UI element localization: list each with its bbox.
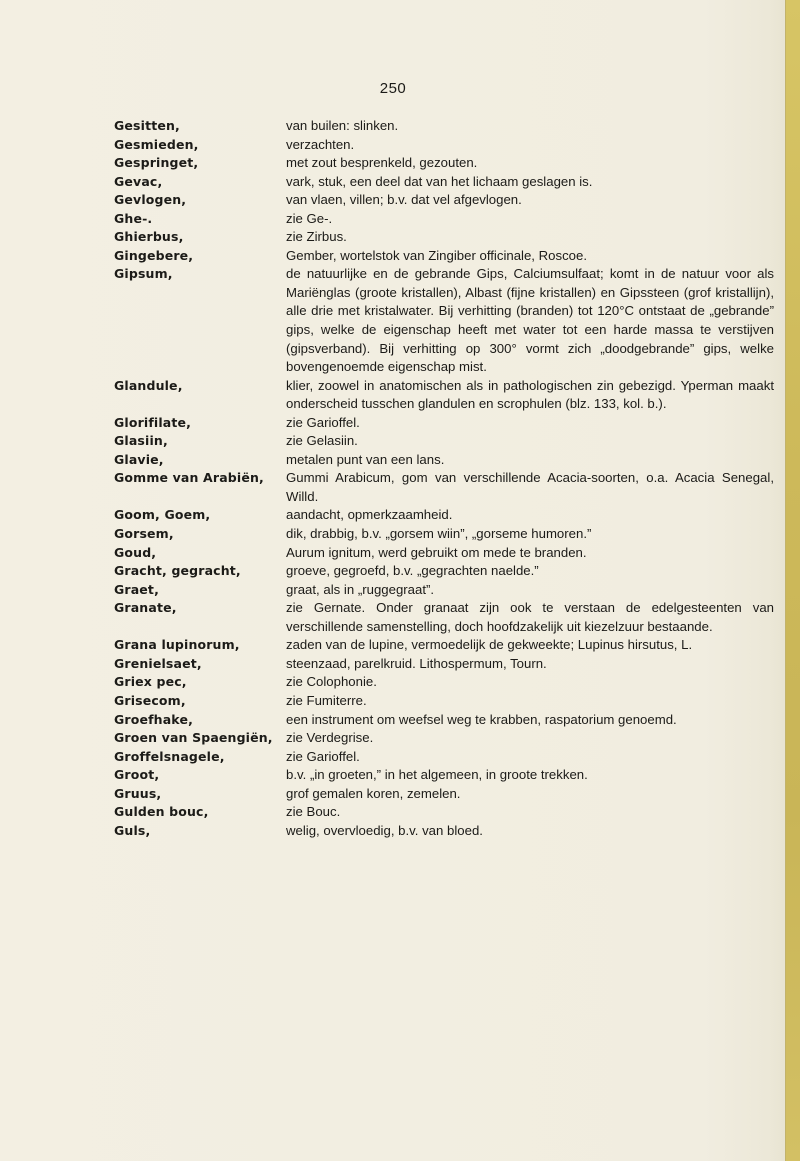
glossary-entry: [114, 228, 774, 247]
entry-definition: b.v. „in groeten,” in het algemeen, in groote trekken.: [286, 767, 588, 783]
glossary-entry: [114, 117, 774, 136]
entry-term: Gesmieden,: [114, 136, 199, 152]
entry-term: Glasiin,: [114, 433, 168, 449]
glossary-entry: [114, 581, 774, 600]
glossary-entry: [114, 414, 774, 433]
entry-definition: zie Bouc.: [286, 804, 341, 820]
entry-definition: de natuurlijke en de gebrande Gips, Calciumsulfaat; komt in de natuur voor als Mariënglas (groote kristallen), Albast (fijne kristallen) en Gipssteen (grof kristallijn), alle drie met kristalwater. Bij verhitting (branden) tot 120°C ontstaat de „gebrande” gips, welke de eigenschap heeft met water tot een harde massa te verstijven (gipsverband). Bij verhitting op 300° vormt zich „doodgebrande” gips, welke bovengenoemde eigenschap mist.: [286, 266, 774, 375]
glossary-entry: [114, 562, 774, 581]
glossary-entry: [114, 822, 774, 841]
entry-term: Gespringet,: [114, 155, 199, 171]
entry-term: Guls,: [114, 822, 151, 838]
entry-term: Gracht, gegracht,: [114, 563, 241, 579]
glossary-entry: [114, 210, 774, 229]
entry-definition: dik, drabbig, b.v. „gorsem wiin”, „gorseme humoren.”: [286, 526, 592, 542]
glossary-entry: [114, 748, 774, 767]
glossary-entry: [114, 655, 774, 674]
entry-term: Gorsem,: [114, 526, 174, 542]
entry-term: Gevac,: [114, 173, 163, 189]
glossary-entry: [114, 247, 774, 266]
glossary-entry: [114, 432, 774, 451]
entry-definition: steenzaad, parelkruid. Lithospermum, Tourn.: [286, 655, 547, 671]
entry-definition: van vlaen, villen; b.v. dat vel afgevlogen.: [286, 192, 522, 208]
entry-term: Goom, Goem,: [114, 507, 211, 523]
entry-term: Groffelsnagele,: [114, 748, 225, 764]
glossary-entry: [114, 803, 774, 822]
glossary-entry: [114, 173, 774, 192]
entry-definition: klier, zoowel in anatomischen als in pathologischen zin gebezigd. Yperman maakt onderscheid tusschen glandulen en scrophulen (blz. 133, kol. b.).: [286, 377, 774, 412]
glossary-entry: [114, 636, 774, 655]
entry-term: Glorifilate,: [114, 414, 192, 430]
entry-definition: metalen punt van een lans.: [286, 451, 445, 467]
entry-definition: vark, stuk, een deel dat van het lichaam geslagen is.: [286, 173, 593, 189]
entry-definition: zie Verdegrise.: [286, 730, 374, 746]
entry-term: Ghierbus,: [114, 229, 184, 245]
glossary-entry: [114, 506, 774, 525]
entry-definition: aandacht, opmerkzaamheid.: [286, 507, 453, 523]
glossary-entry: [114, 692, 774, 711]
entry-term: Glandule,: [114, 377, 183, 393]
glossary-entry: [114, 599, 774, 636]
entry-term: Groefhake,: [114, 711, 193, 727]
entry-definition: graat, als in „ruggegraat”.: [286, 581, 435, 597]
entry-term: Gomme van Arabiën,: [114, 470, 264, 486]
glossary-entry: [114, 451, 774, 470]
glossary-entry: [114, 377, 774, 414]
entry-term: Groot,: [114, 767, 160, 783]
entry-term: Gipsum,: [114, 266, 173, 282]
entry-term: Griex pec,: [114, 674, 187, 690]
glossary-entry: [114, 673, 774, 692]
entry-term: Grana lupinorum,: [114, 637, 240, 653]
glossary-entry: [114, 729, 774, 748]
entry-term: Grenielsaet,: [114, 655, 202, 671]
entry-term: Gesitten,: [114, 118, 180, 133]
entry-definition: Aurum ignitum, werd gebruikt om mede te branden.: [286, 544, 587, 560]
entry-term: Graet,: [114, 581, 159, 597]
entry-definition: Gember, wortelstok van Zingiber officinale, Roscoe.: [286, 247, 588, 263]
entry-term: Ghe-.: [114, 210, 153, 226]
entry-definition: zie Ge-.: [286, 210, 333, 226]
glossary-list: [114, 117, 774, 840]
entry-term: Groen van Spaengiën,: [114, 730, 273, 746]
entry-definition: zaden van de lupine, vermoedelijk de gekweekte; Lupinus hirsutus, L.: [286, 637, 693, 653]
entry-definition: een instrument om weefsel weg te krabben, raspatorium genoemd.: [286, 711, 677, 727]
entry-definition: grof gemalen koren, zemelen.: [286, 785, 461, 801]
entry-definition: zie Zirbus.: [286, 229, 347, 245]
entry-term: Gulden bouc,: [114, 804, 209, 820]
page-edge: [785, 0, 800, 1161]
page-number: 250: [379, 80, 407, 97]
glossary-entry: [114, 785, 774, 804]
glossary-entry: [114, 265, 774, 376]
entry-term: Gevlogen,: [114, 192, 187, 208]
entry-definition: zie Gelasiin.: [286, 433, 358, 449]
glossary-entry: [114, 525, 774, 544]
entry-term: Glavie,: [114, 451, 164, 467]
entry-definition: welig, overvloedig, b.v. van bloed.: [286, 822, 483, 838]
entry-term: Goud,: [114, 544, 157, 560]
glossary-entry: [114, 544, 774, 563]
entry-term: Granate,: [114, 600, 177, 616]
entry-definition: zie Fumiterre.: [286, 692, 367, 708]
entry-term: Gruus,: [114, 785, 162, 801]
entry-term: Gingebere,: [114, 247, 194, 263]
entry-definition: van builen: slinken.: [286, 118, 399, 133]
entry-definition: verzachten.: [286, 136, 355, 152]
entry-definition: Gummi Arabicum, gom van verschillende Acacia-soorten, o.a. Acacia Senegal, Willd.: [286, 470, 774, 504]
glossary-entry: [114, 136, 774, 155]
glossary-entry: [114, 469, 774, 506]
entry-definition: zie Garioffel.: [286, 414, 360, 430]
entry-definition: zie Gernate. Onder granaat zijn ook te verstaan de edelgesteenten van verschillende samenstelling, doch hoofdzakelijk uit kiezelzuur bestaande.: [286, 600, 774, 634]
glossary-entry: [114, 711, 774, 730]
entry-definition: zie Garioffel.: [286, 748, 360, 764]
entry-term: Grisecom,: [114, 692, 186, 708]
glossary-entry: [114, 154, 774, 173]
glossary-entry: [114, 766, 774, 785]
glossary-entry: [114, 191, 774, 210]
entry-definition: groeve, gegroefd, b.v. „gegrachten naelde.”: [286, 563, 539, 579]
entry-definition: zie Colophonie.: [286, 674, 377, 690]
entry-definition: met zout besprenkeld, gezouten.: [286, 155, 478, 171]
